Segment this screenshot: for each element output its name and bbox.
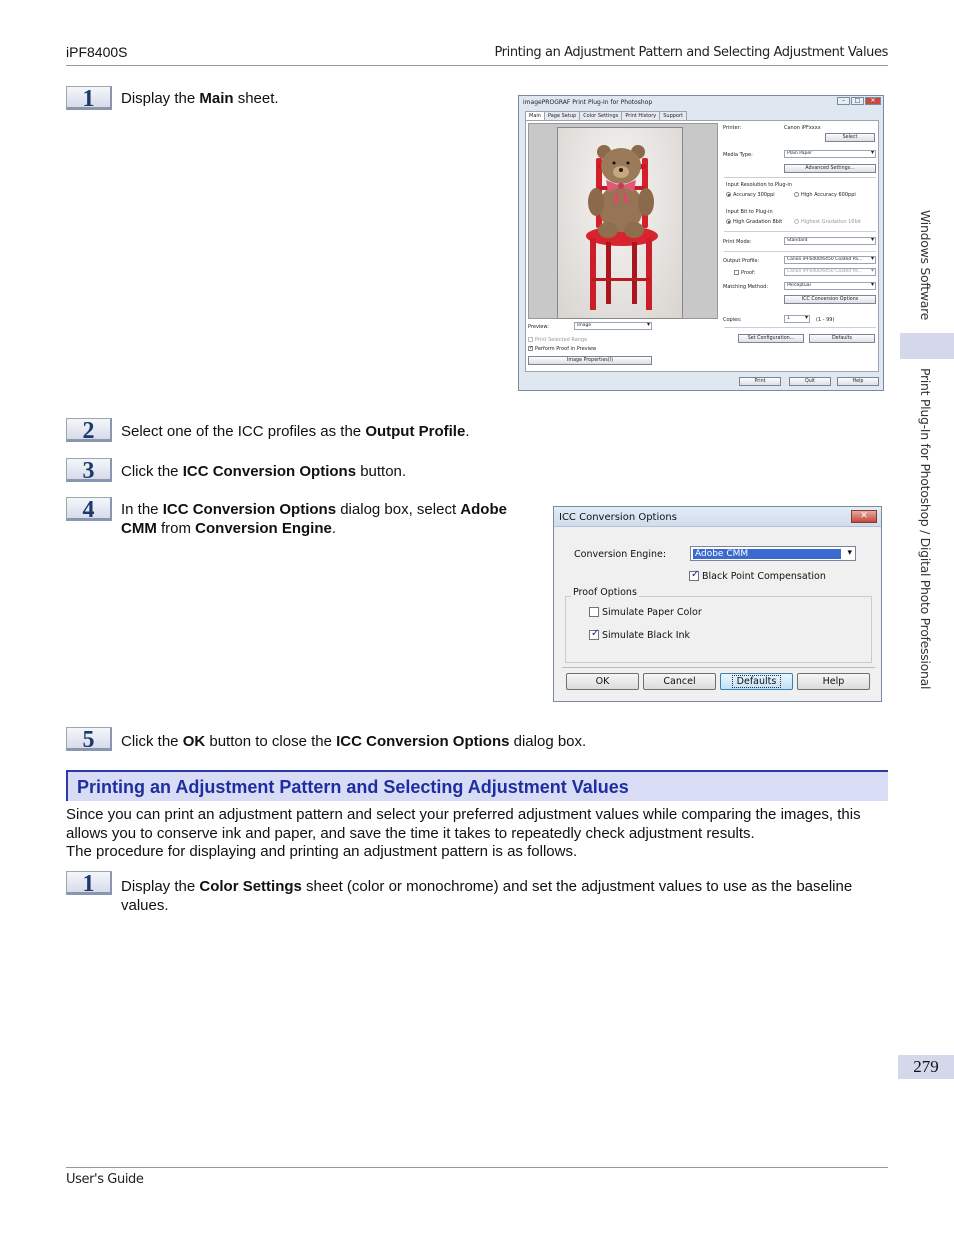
perform-proof-label: Perform Proof in Preview bbox=[535, 346, 597, 352]
input-resolution-label: Input Resolution to Plug-in bbox=[726, 182, 792, 188]
divider bbox=[724, 251, 876, 252]
matching-method-label: Matching Method: bbox=[723, 284, 769, 290]
quit-button[interactable]: Quit bbox=[789, 377, 831, 386]
gradation-16bit-label: Highest Gradation 16bit bbox=[801, 219, 862, 225]
printer-label: Printer: bbox=[723, 125, 742, 131]
step-number: 4 bbox=[66, 497, 112, 521]
divider bbox=[724, 177, 876, 178]
chevron-down-icon: ▾ bbox=[847, 548, 852, 558]
proof-label: Proof: bbox=[741, 270, 756, 276]
help-button[interactable]: Help bbox=[797, 673, 870, 690]
step-number: 3 bbox=[66, 458, 112, 482]
step-text: Click the ICC Conversion Options button. bbox=[121, 463, 407, 480]
gradation-16bit-radio[interactable] bbox=[794, 219, 799, 224]
accuracy-600-label: High Accuracy 600ppi bbox=[801, 192, 856, 198]
print-button[interactable]: Print bbox=[739, 377, 781, 386]
simulate-paper-color-label: Simulate Paper Color bbox=[602, 607, 702, 618]
input-bit-label: Input Bit to Plug-in bbox=[726, 209, 773, 215]
preview-dropdown[interactable]: Image ▾ bbox=[574, 322, 652, 330]
step-text: In the ICC Conversion Options dialog box, select Adobe CMM from Conversion Engine. bbox=[121, 501, 507, 537]
gradation-8bit-radio[interactable] bbox=[726, 219, 731, 224]
footer-rule bbox=[66, 1167, 888, 1168]
copies-range: (1 - 99) bbox=[816, 317, 835, 323]
preview-area bbox=[528, 123, 718, 319]
dialog-title: ICC Conversion Options bbox=[559, 512, 677, 523]
maximize-button[interactable]: □ bbox=[851, 97, 864, 105]
header-product: iPF8400S bbox=[66, 44, 128, 60]
copies-label: Copies: bbox=[723, 317, 742, 323]
ok-button[interactable]: OK bbox=[566, 673, 639, 690]
preview-photo bbox=[557, 127, 683, 319]
main-sheet bbox=[525, 120, 879, 372]
copies-input[interactable]: 1 ▾ bbox=[784, 315, 810, 323]
perform-proof-checkbox[interactable] bbox=[528, 346, 533, 351]
tab-support[interactable]: Support bbox=[659, 111, 687, 121]
accuracy-300-radio[interactable] bbox=[726, 192, 731, 197]
print-mode-label: Print Mode: bbox=[723, 239, 752, 245]
side-tab-plugin bbox=[918, 368, 940, 698]
step-number: 5 bbox=[66, 727, 112, 751]
section-body bbox=[66, 806, 888, 862]
step-number: 1 bbox=[66, 871, 112, 895]
side-tab-label: Print Plug-In for Photoshop / Digital Photo Professional bbox=[918, 368, 933, 690]
simulate-paper-color-checkbox[interactable] bbox=[589, 607, 599, 617]
select-button[interactable]: Select bbox=[825, 133, 875, 142]
proof-checkbox[interactable] bbox=[734, 270, 739, 275]
defaults-button[interactable] bbox=[720, 673, 793, 690]
output-profile-label: Output Profile: bbox=[723, 258, 760, 264]
window-title: imagePROGRAF Print Plug-In for Photoshop bbox=[523, 99, 653, 106]
teddy-bear-chair-image bbox=[558, 128, 684, 320]
conversion-engine-label: Conversion Engine: bbox=[574, 549, 667, 560]
black-point-compensation-label: Black Point Compensation bbox=[702, 571, 826, 582]
proof-options-label: Proof Options bbox=[573, 587, 637, 598]
printer-value: Canon iPFxxxx bbox=[784, 125, 821, 131]
step-text: Display the Main sheet. bbox=[121, 90, 279, 107]
print-selected-range-label: Print Selected Range bbox=[535, 337, 588, 343]
output-profile-dropdown[interactable]: Canon iPF6400/6450 Coated Pa... ▾ bbox=[784, 256, 876, 264]
divider bbox=[724, 231, 876, 232]
tab-main[interactable]: Main bbox=[525, 111, 545, 121]
header-section-title: Printing an Adjustment Pattern and Selecting Adjustment Values bbox=[494, 45, 888, 60]
step-text: Select one of the ICC profiles as the Output Profile. bbox=[121, 423, 470, 440]
step-number: 2 bbox=[66, 418, 112, 442]
step-number: 1 bbox=[66, 86, 112, 110]
media-type-label: Media Type: bbox=[723, 152, 753, 158]
plugin-main-window bbox=[518, 95, 884, 391]
paragraph: Since you can print an adjustment pattern and select your preferred adjustment values while comparing the images, this allows you to conserve ink and paper, and save the time it takes to repeatedly check adjustment results. bbox=[66, 806, 861, 842]
divider bbox=[724, 327, 876, 328]
gradation-8bit-label: High Gradation 8bit bbox=[733, 219, 783, 225]
close-button[interactable]: ✕ bbox=[865, 97, 881, 105]
dialog-titlebar bbox=[554, 507, 881, 527]
footer-guide: User's Guide bbox=[66, 1172, 144, 1187]
side-tab-label: Windows Software bbox=[918, 210, 933, 321]
advanced-settings-button[interactable]: Advanced Settings... bbox=[784, 164, 876, 173]
paragraph: The procedure for displaying and printing an adjustment pattern is as follows. bbox=[66, 843, 578, 860]
matching-method-dropdown[interactable]: Perceptual ▾ bbox=[784, 282, 876, 290]
tab-page-setup[interactable]: Page Setup bbox=[544, 111, 580, 121]
media-type-dropdown[interactable]: Plain Paper ▾ bbox=[784, 150, 876, 158]
cancel-button[interactable]: Cancel bbox=[643, 673, 716, 690]
defaults-button[interactable]: Defaults bbox=[809, 334, 875, 343]
simulate-black-ink-label: Simulate Black Ink bbox=[602, 630, 691, 641]
icc-conversion-options-button[interactable]: ICC Conversion Options bbox=[784, 295, 876, 304]
proof-dropdown[interactable]: Canon iPF6400/6450 Coated Pa... ▾ bbox=[784, 268, 876, 276]
tab-print-history[interactable]: Print History bbox=[621, 111, 660, 121]
header-rule bbox=[66, 65, 888, 66]
divider bbox=[562, 667, 875, 668]
image-properties-button[interactable]: Image Properties(I) bbox=[528, 356, 652, 365]
step-text: Click the OK button to close the ICC Conversion Options dialog box. bbox=[121, 733, 587, 750]
preview-label: Preview: bbox=[528, 324, 549, 330]
help-button[interactable]: Help bbox=[837, 377, 879, 386]
icc-conversion-options-dialog bbox=[553, 506, 882, 702]
section-heading bbox=[66, 770, 888, 801]
conversion-engine-value: Adobe CMM bbox=[693, 549, 841, 559]
accuracy-600-radio[interactable] bbox=[794, 192, 799, 197]
tab-color-settings[interactable]: Color Settings bbox=[579, 111, 622, 121]
set-configuration-button[interactable]: Set Configuration... bbox=[738, 334, 804, 343]
print-selected-range-checkbox[interactable] bbox=[528, 337, 533, 342]
side-tab-highlight bbox=[900, 333, 954, 359]
black-point-compensation-checkbox[interactable] bbox=[689, 571, 699, 581]
section-heading-text: Printing an Adjustment Pattern and Selecting Adjustment Values bbox=[77, 777, 629, 797]
conversion-engine-dropdown[interactable] bbox=[690, 546, 856, 561]
simulate-black-ink-checkbox[interactable] bbox=[589, 630, 599, 640]
close-icon[interactable]: ✕ bbox=[851, 510, 877, 523]
page-number: 279 bbox=[898, 1055, 954, 1079]
minimize-button[interactable]: – bbox=[837, 97, 850, 105]
accuracy-300-label: Accuracy 300ppi bbox=[733, 192, 775, 198]
step-text: Display the Color Settings sheet (color or monochrome) and set the adjustment values to use as the baseline values. bbox=[121, 878, 853, 914]
side-tab-windows-software bbox=[918, 210, 940, 325]
print-mode-dropdown[interactable]: Standard ▾ bbox=[784, 237, 876, 245]
defaults-label: Defaults bbox=[733, 676, 781, 687]
